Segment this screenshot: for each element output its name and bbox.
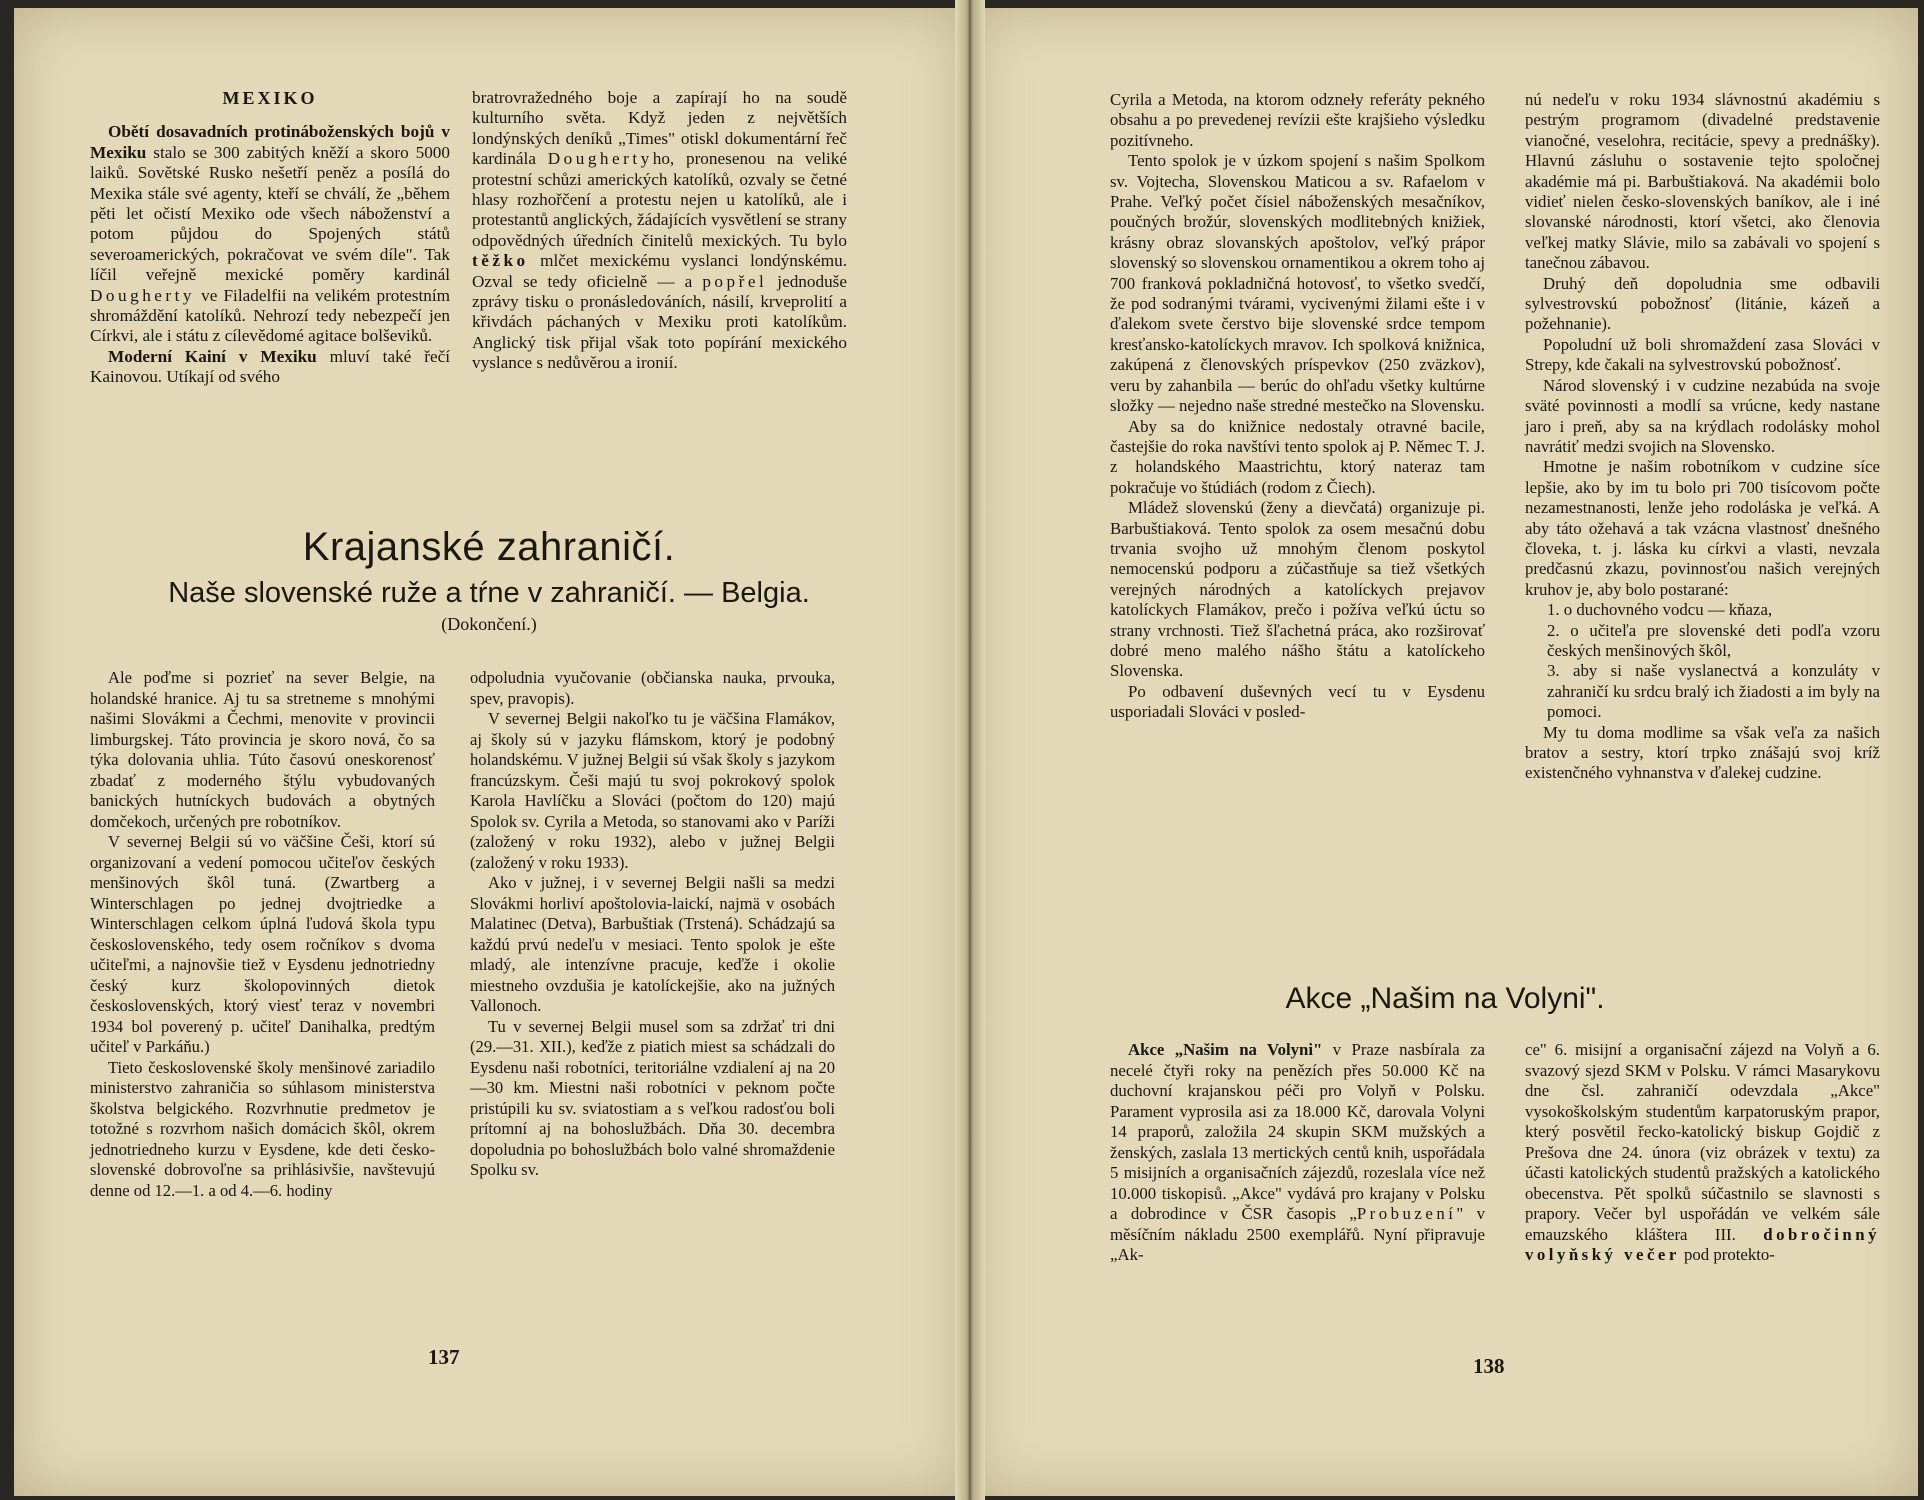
paragraph: Cyrila a Metoda, na ktorom odzneły referáty pekného obsahu a po prevedenej revízii ešte krajšieho výsledku pozitívneho. <box>1110 90 1485 150</box>
mexiko-col2-dougherty: Dougherty <box>547 149 653 169</box>
mexiko-col2-text: bratrovražedného boje a zapírají ho na soudě kulturního světa. Když jeden z největších londýnských deníků „Times" otiskl dokumentární řeč kardinála <box>472 88 847 169</box>
mexiko-col2-tail: jednoduše zprávy tisku o pronásledováních, násilí, krveprolití a křivdách páchaných v Mexiku proti katolíkům. Anglický tisk přijal však toto popírání mexického vyslance s nedůvěrou a ironií. <box>472 271 847 373</box>
right-column-2 <box>1525 90 1880 784</box>
right-column-1 <box>1110 90 1485 723</box>
akce-text-tail: " v měsíčním nákladu 2500 exemplářů. Nyní připravuje „Ak- <box>1110 1204 1485 1264</box>
akce-col2-text: ce" 6. misijní a organisační zájezd na Volyň a 6. svazový sjezd SKM v Polsku. V rámci Masarykovu dne čsl. zahraničí odevzdala „Akce" vysokoškolským studentům karpatoruským prapor, který posvětil řecko-katolický biskup Gojdič z Prešova dne 24. února (viz obrázek v textu) za účasti katolických studentů pražských a katolického obecenstva. Pět spolků súčastnilo se slavnosti s prapory. Večer byl uspořádán ve velkém sále emauzského kláštera III. <box>1525 1040 1880 1244</box>
mexiko-heading: MEXIKO <box>222 88 318 108</box>
mexiko-text-1-tail: ve Filadelfii na velikém protestním shromáždění katolíků. Nehrozí tedy nebezpečí jen Církvi, ale i státu z cílevědomé agitace bolševiků. <box>90 285 450 346</box>
belgia-column-2 <box>470 668 835 1181</box>
mexiko-col2-mid2: mlčet mexickému vyslanci londýnskému. Ozval se tedy oficielně — a <box>472 251 847 291</box>
mexiko-paragraph-2 <box>90 347 450 388</box>
mexiko-text-1: stalo se 300 zabitých kněží a skoro 5000 laiků. Sovětské Rusko nešetří peněz a posílá do Mexika stále své agenty, kteří se chválí, že „během pěti let očistí Mexiko ode všech náboženství a potom půjdou do Spojených států severoamerických, pokračovat ve svém díle". Tak líčil veřejně mexické poměry kardinál <box>90 142 450 285</box>
akce-column-1 <box>1110 1040 1485 1266</box>
akce-lead: Akce „Našim na Volyni" <box>1128 1040 1323 1059</box>
paragraph: Aby sa do knižnice nedostaly otravné bacile, častejšie do roka navštívi tento spolok aj P. Němec T. J. z holandského Maastrichtu, ktorý nateraz tam pokračuje vo štúdiách (rodom z Čiech). <box>1110 416 1485 497</box>
paragraph: Popoludní už boli shromaždení zasa Slováci v Strepy, kde čakali na sylvestrovskú pobožnosť. <box>1525 334 1880 375</box>
akce-probuzeni: Probuzení <box>1356 1204 1457 1223</box>
belgia-paragraph: odpoludnia vyučovanie (občianska nauka, prvouka, spev, pravopis). <box>470 668 835 708</box>
akce-paragraph-2 <box>1525 1040 1880 1266</box>
book-gutter <box>955 0 985 1500</box>
mexiko-col2-mid1: ho, pronesenou na veliké protestní schůzi amerických katolíků, ozvaly se četné hlasy rozhořčení a protestu nejen u katolíků, ale i protestantů anglických, žádajících vysvětlení se strany odpovědných úředních činitelů mexických. Tu bylo <box>472 149 847 250</box>
paragraph: Tento spolok je v úzkom spojení s našim Spolkom sv. Vojtecha, Slovenskou Maticou a sv. Rafaelom v Prahe. Veľký počet čísiel náboženských mesačníkov, poučných brožúr, slovenských modlitebných knižiek, krásny obraz slovanských apoštolov, veľký prápor slovenský so slovenskou ornamentikou a okrem toho aj 700 franková pokladničná hotovosť, to všetko svedčí, že pod sodranými tvárami, vycivenými žilami ešte i v ďalekom svete čerstvo bije slovenské srdce tempom kresťansko-katolíckych mravov. Ich spolková knižnica, zakúpená z členovských príspevkov (250 zväzkov), veru by zahanbila — berúc do ohľadu všetky kultúrne složky — nejedno naše stredné mestečko na Slovensku. <box>1110 151 1485 416</box>
belgia-paragraph: V severnej Belgii nakoľko tu je väčšina Flamákov, aj školy sú v jazyku flámskom, ktorý je podobný holandskému. V južnej Belgii sú však školy s jazykom francúzskym. Češi majú tu svoj pokrokový spolok Karola Havlíčku a Slováci (počtom do 120) majú Spolok sv. Cyrila a Metoda, so stanovami ako v Paríži (založený v roku 1932), alebo v južnej Belgii (založený v roku 1933). <box>470 709 835 872</box>
paragraph: 2. o učiteľa pre slovenské deti podľa vzoru českých menšinových škôl, <box>1547 620 1880 660</box>
mexiko-paragraph-1 <box>90 122 450 346</box>
mexiko-dougherty: Dougherty <box>90 285 196 305</box>
mexiko-text-2: mluví také řečí Kainovou. Utíkají od svého <box>90 346 450 387</box>
mexiko-column-1 <box>90 88 450 388</box>
paragraph: Druhý deň dopoludnia sme odbavili sylvestrovskú pobožnosť (litánie, kázeň a požehnanie). <box>1525 273 1880 334</box>
akce-column-2 <box>1525 1040 1880 1266</box>
page-number-right: 138 <box>1473 1354 1505 1378</box>
continued-note: (Dokončení.) <box>441 614 537 634</box>
belgia-paragraph: Ako v južnej, i v severnej Belgii našli sa medzi Slovákmi horliví apoštolovia-laickí, najmä v osobách Malatinec (Detva), Barbuštiak (Trstená). Schádzajú sa každú prvú nedeľu v mesiaci. Tento spolok je ešte mladý, ale intenzívne pracuje, keďže i okolie miestneho ovzdušia je katolíckejšie, ako na južných Vallonoch. <box>470 873 835 1015</box>
mexiko-lead-2: Moderní Kainí v Mexiku <box>108 346 317 366</box>
mexiko-col2-poprel: popřel <box>702 271 768 291</box>
belgia-paragraph: Tu v severnej Belgii musel som sa zdržať tri dni (29.—31. XII.), keďže z piatich miest sa schádzali do Eysdenu naši robotníci, teritoriálne vzdialení aj na 20—30 km. Miestni naši robotníci v peknom počte pristúpili ku sv. sviatostiam a s veľkou radosťou boli prítomní aj na bohoslužbách. Dňa 30. decembra dopoludnia po bohoslužbách bolo valné shromaždenie Spolku sv. <box>470 1016 835 1179</box>
paragraph: nú nedeľu v roku 1934 slávnostnú akadémiu s pestrým programom (divadelné predstavenie vianočné, veselohra, recitácie, spevy a prednášky). Hlavnú zásluhu o sostavenie tejto spoločnej akadémie má pi. Barbuštiaková. Na akadémii bolo vidieť nielen česko-slovenských baníkov, ale i iné slovanské národnosti, ktorí všetci, ako členovia veľkej matky Slávie, milo sa zabávali vo spojení s tanečnou zábavou. <box>1525 90 1880 273</box>
paragraph: Národ slovenský i v cudzine nezabúda na svoje sväté povinnosti a modlí sa vrúcne, kedy nastane jaro i preň, aby sa na krýdlach rodolásky mohol navrátiť medzi svojich na Slovensko. <box>1525 375 1880 456</box>
akce-title: Akce „Našim na Volyni". <box>1285 982 1605 1015</box>
mexiko-column-2 <box>472 88 847 374</box>
mexiko-col2-paragraph <box>472 88 847 374</box>
akce-volynsky: volyňský večer <box>1525 1245 1680 1264</box>
paragraph: Mládež slovenskú (ženy a dievčatá) organizuje pi. Barbuštiaková. Tento spolok za osem mesačnú dobu trvania svojho už mnohým členom poskytol nemocenskú podporu a zúčastňuje sa tiež všetkých verejných národných a katolíckych prejavov katolíckych Flamákov, prečo i požíva veľkú úctu so strany vrchnosti. Tiež šľachetná práca, ako rozširovať dobré meno malého nášho štátu a katolíckeho Slovenska. <box>1110 498 1485 681</box>
akce-text: v Praze nasbírala za necelé čtyři roky na penězích přes 50.000 Kč na duchovní krajanskou péči pro Volyň v Polsku. Parament vyprosila asi za 18.000 Kč, darovala Volyni 14 praporů, založila 24 skupin SKM mužských a ženských, zaslala 13 mertických centů knih, uspořádala 5 misijních a organisačních zájezdů, rozeslala více než 10.000 tiskopisů. „Akce" vydává pro krajany v Polsku a dobrodince v ČSR časopis „ <box>1110 1040 1486 1223</box>
paragraph: My tu doma modlime sa však veľa za našich bratov a sestry, ktorí trpko znášajú svoj kríž existenčného vyhnanstva v ďalekej cudzine. <box>1525 722 1880 783</box>
section-title-krajanske: Krajanské zahraničí. <box>302 525 676 569</box>
paragraph: Po odbavení duševných vecí tu v Eysdenu usporiadali Slováci v posled- <box>1110 681 1485 722</box>
article-subtitle-belgia: Naše slovenské ruže a tŕne v zahraničí. — Belgia. <box>168 577 810 609</box>
belgia-paragraph: Ale poďme si pozrieť na sever Belgie, na holandské hranice. Aj tu sa stretneme s mnohými našimi Slovákmi a Čechmi, menovite v provincii limburgskej. Táto provincia je skoro nová, čo sa týka dolovania uhlia. Túto časovú oneskorenosť zbadať z moderného štýlu vybudovaných banických hutníckych budovách a obytných domčekoch, určených pre robotníkov. <box>90 668 435 831</box>
mexiko-lead-1: Obětí dosavadních protináboženských bojů v Mexiku <box>90 122 450 162</box>
page-number-left: 137 <box>428 1345 460 1369</box>
belgia-paragraph: Tieto československé školy menšinové zariadilo ministerstvo zahraničia so súhlasom ministerstva školstva belgického. Rozvrhnutie predmetov je totožné s rozvrhom našich domácich škôl, okrem jednotriedneho kurzu v Eysdene, kde deti česko-slovenské dobrovoľne sa prihlásivšie, navštevujú denne od 12.—1. a od 4.—6. hodiny <box>90 1057 435 1200</box>
mexiko-col2-tezko: těžko <box>472 251 529 271</box>
akce-paragraph-1 <box>1110 1040 1485 1266</box>
belgia-column-1 <box>90 668 435 1201</box>
akce-col2-tail: pod protekto- <box>1679 1245 1775 1264</box>
belgia-paragraph: V severnej Belgii sú vo väčšine Češi, ktorí sú organizovaní a vedení pomocou učiteľov českých menšinových škôl tuná. (Zwartberg a Winterschlagen po jednej dvojtriedke a Winterschlagen celkom úplná ľudová škola typu československého, tedy osem ročníkov s dvoma učiteľmi, a najnovšie tiež v Eysdenu jednotriedny český kurz školopovinných dietok československých, ktorý viesť teraz v novembri 1934 bol poverený p. učiteľ Danihalka, predtým učiteľ v Parkáňu.) <box>90 832 435 1056</box>
akce-dobrocinny: dobročinný <box>1763 1224 1880 1244</box>
paragraph: Hmotne je našim robotníkom v cudzine síce lepšie, ako by im tu bolo pri 700 tisícovom počte nezamestnanosti, lenže jeho rodoláska je veľká. A aby táto ožehavá a tak vzácna vlastnosť dnešného človeka, t. j. láska ku církvi a vlasti, nevzala predčasnú zkazu, povinnosťou našich verejných kruhov je, aby bolo postarané: <box>1525 457 1880 599</box>
paragraph: 1. o duchovného vodcu — kňaza, <box>1547 600 1773 620</box>
paragraph: 3. aby si naše vyslanectvá a konzuláty v zahraničí ku srdcu bralý ich žiadosti a im byly na pomoci. <box>1547 661 1880 722</box>
